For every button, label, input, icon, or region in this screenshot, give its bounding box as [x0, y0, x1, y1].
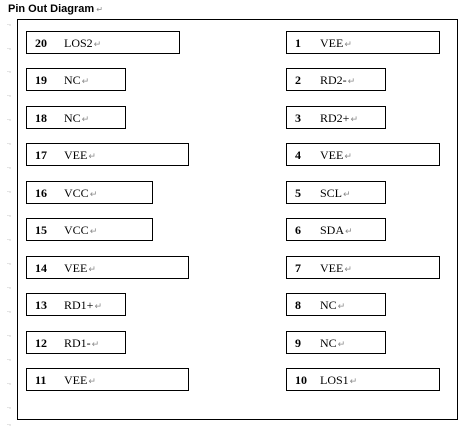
pin-label-wrap	[320, 186, 351, 202]
pin-number: 4	[295, 148, 301, 162]
pin-10-box	[286, 368, 440, 391]
pin-label: RD2+	[320, 111, 350, 125]
return-mark-icon: ↵	[89, 190, 98, 200]
paragraph-mark-icon: .,	[7, 115, 11, 122]
paragraph-mark-icon: .,	[7, 139, 11, 146]
pin-label-wrap	[64, 223, 97, 239]
return-mark-icon: ↵	[349, 377, 358, 387]
return-mark-icon: ↵	[345, 227, 353, 237]
return-mark-icon: ↵	[343, 190, 351, 200]
pin-18-box	[26, 106, 126, 129]
pin-label: VCC	[64, 186, 89, 200]
left-margin-paragraph-marks	[0, 0, 14, 432]
pin-15-box	[26, 218, 153, 241]
pin-label-wrap	[64, 111, 89, 127]
pin-label: VEE	[64, 148, 88, 162]
paragraph-mark-icon: .,	[7, 20, 11, 27]
paragraph-mark-icon: .,	[7, 44, 11, 51]
pin-label-wrap	[64, 261, 96, 277]
pin-label: NC	[320, 336, 337, 350]
pin-label: VEE	[320, 148, 344, 162]
pin-number: 12	[35, 336, 47, 350]
pin-label: RD1+	[64, 298, 94, 312]
pin-label-wrap	[64, 186, 97, 202]
pin-number: 14	[35, 261, 47, 275]
pin-number: 16	[35, 186, 47, 200]
pin-label-wrap	[64, 373, 96, 389]
pin-label: NC	[64, 111, 81, 125]
pin-13-box	[26, 293, 126, 316]
pin-number: 2	[295, 73, 301, 87]
pin-number: 19	[35, 73, 47, 87]
return-mark-icon: ↵	[93, 40, 102, 50]
pin-number: 20	[35, 36, 47, 50]
return-mark-icon: ↵	[344, 265, 352, 275]
return-mark-icon: ↵	[81, 115, 90, 125]
paragraph-mark-icon: .,	[7, 403, 11, 410]
pin-label-wrap	[64, 148, 96, 164]
pin-label-wrap	[320, 261, 352, 277]
pin-label: RD1-	[64, 336, 91, 350]
pin-label: VEE	[320, 261, 344, 275]
paragraph-mark-icon: .,	[7, 187, 11, 194]
pin-number: 8	[295, 298, 301, 312]
pin-20-box	[26, 31, 180, 54]
return-mark-icon: ↵	[94, 302, 102, 312]
pin-label-wrap	[320, 36, 352, 52]
return-mark-icon: ↵	[88, 265, 96, 275]
pin-number: 10	[295, 373, 307, 387]
return-mark-icon: ↵	[91, 340, 100, 350]
pin-label: NC	[64, 73, 81, 87]
return-mark-icon: ↵	[337, 302, 346, 312]
return-mark-icon: ↵	[347, 77, 356, 87]
pin-number: 3	[295, 111, 301, 125]
pin-number: 9	[295, 336, 301, 350]
paragraph-mark-icon: .,	[7, 307, 11, 314]
pin-label: SDA	[320, 223, 345, 237]
pin-label-wrap	[320, 223, 353, 239]
pin-label-wrap	[320, 336, 345, 352]
pin-number: 6	[295, 223, 301, 237]
pin-label-wrap	[320, 148, 352, 164]
pin-label-wrap	[320, 111, 358, 127]
pin-label-wrap	[64, 298, 102, 314]
paragraph-mark-icon: .,	[7, 331, 11, 338]
pin-label-wrap	[320, 373, 357, 389]
pin-label-wrap	[64, 73, 89, 89]
paragraph-mark-icon: .,	[7, 91, 11, 98]
pin-6-box	[286, 218, 386, 241]
return-mark-icon: ↵	[344, 40, 352, 50]
pin-17-box	[26, 143, 189, 166]
paragraph-mark-icon: .,	[7, 420, 11, 427]
return-mark-icon: ↵	[337, 340, 346, 350]
page-title-text: Pin Out Diagram	[8, 3, 95, 15]
return-mark-icon: ↵	[88, 377, 96, 387]
pin-3-box	[286, 106, 386, 129]
paragraph-mark-icon: .,	[7, 235, 11, 242]
pin-14-box	[26, 256, 189, 279]
return-mark-icon: ↵	[81, 77, 90, 87]
pin-label-wrap	[64, 36, 101, 52]
pin-label-wrap	[320, 298, 345, 314]
paragraph-mark-icon: .,	[7, 355, 11, 362]
paragraph-mark-icon: .,	[7, 379, 11, 386]
pin-number: 11	[35, 373, 47, 387]
return-mark-icon: ↵	[344, 152, 352, 162]
return-mark-icon: ↵	[88, 152, 96, 162]
pin-label: VEE	[64, 373, 88, 387]
pin-7-box	[286, 256, 440, 279]
pin-label: LOS1	[320, 373, 349, 387]
pin-label: VEE	[64, 261, 88, 275]
pin-11-box	[26, 368, 189, 391]
paragraph-mark-icon: .,	[7, 163, 11, 170]
pin-9-box	[286, 331, 386, 354]
pin-label: VCC	[64, 223, 89, 237]
pin-number: 17	[35, 148, 47, 162]
pin-19-box	[26, 68, 126, 91]
paragraph-mark-icon: .,	[7, 283, 11, 290]
paragraph-mark-icon: .,	[7, 259, 11, 266]
pin-label: RD2-	[320, 73, 347, 87]
pin-number: 1	[295, 36, 301, 50]
pin-5-box	[286, 181, 386, 204]
pin-label-wrap	[64, 336, 99, 352]
pin-number: 18	[35, 111, 47, 125]
pin-2-box	[286, 68, 386, 91]
pin-number: 7	[295, 261, 301, 275]
pin-label: NC	[320, 298, 337, 312]
paragraph-mark-icon: .,	[7, 211, 11, 218]
pin-number: 15	[35, 223, 47, 237]
pin-8-box	[286, 293, 386, 316]
pin-number: 13	[35, 298, 47, 312]
pin-4-box	[286, 143, 440, 166]
pin-label: LOS2	[64, 36, 93, 50]
pin-label: VEE	[320, 36, 344, 50]
pin-1-box	[286, 31, 440, 54]
return-mark-icon: ↵	[89, 227, 98, 237]
return-mark-icon: ↵	[350, 115, 358, 125]
pin-12-box	[26, 331, 126, 354]
pin-number: 5	[295, 186, 301, 200]
pin-16-box	[26, 181, 153, 204]
pin-label: SCL	[320, 186, 343, 200]
paragraph-mark-icon: ↵	[96, 5, 103, 14]
page-title	[8, 3, 103, 16]
paragraph-mark-icon: .,	[7, 67, 11, 74]
pin-label-wrap	[320, 73, 355, 89]
